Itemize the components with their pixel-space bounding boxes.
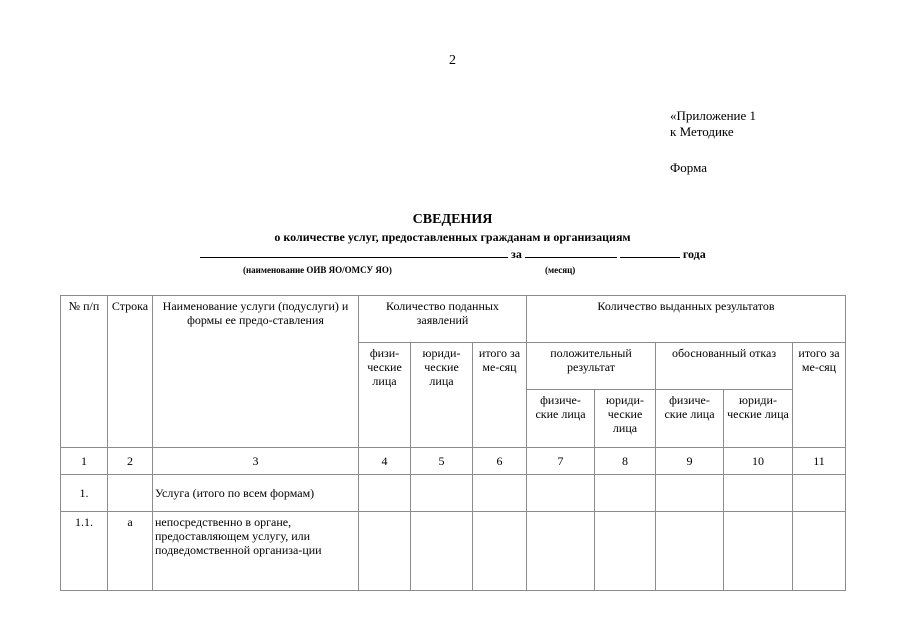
header-service-name: Наименование услуги (подуслуги) и формы ее предо-ставления: [153, 296, 359, 448]
column-number-row: [61, 448, 846, 475]
column-number: 5: [411, 448, 473, 475]
header-ref-individuals: физиче-ские лица: [656, 390, 724, 448]
column-number: 10: [724, 448, 793, 475]
column-number: 11: [793, 448, 846, 475]
value-cell[interactable]: [411, 475, 473, 512]
value-cell[interactable]: [793, 475, 846, 512]
appendix-line-2: к Методике: [670, 124, 734, 139]
column-number: 4: [359, 448, 411, 475]
document-subtitle: о количестве услуг, предоставленных гражданам и организациям: [274, 230, 631, 244]
column-number: 7: [527, 448, 595, 475]
header-num: № п/п: [61, 296, 108, 448]
column-number: 1: [61, 448, 108, 475]
value-cell[interactable]: [793, 512, 846, 591]
row-code: а: [108, 512, 153, 591]
for-word: за: [511, 247, 522, 261]
header-app-legal: юриди-ческие лица: [411, 343, 473, 448]
appendix-reference: [670, 108, 756, 140]
page-number: 2: [449, 53, 456, 68]
header-positive: положительный результат: [527, 343, 656, 390]
year-blank[interactable]: [620, 245, 680, 258]
value-cell[interactable]: [724, 512, 793, 591]
row-num: 1.: [61, 475, 108, 512]
value-cell[interactable]: [595, 512, 656, 591]
row-service-name: непосредственно в органе, предоставляющем услугу, или подведомственной организа-ции: [153, 512, 359, 591]
column-number: 6: [473, 448, 527, 475]
value-cell[interactable]: [656, 475, 724, 512]
month-blank[interactable]: [525, 245, 617, 258]
header-row: Строка: [108, 296, 153, 448]
header-res-total: итого за ме-сяц: [793, 343, 846, 448]
form-label: Форма: [670, 160, 707, 175]
row-service-name: Услуга (итого по всем формам): [153, 475, 359, 512]
value-cell[interactable]: [411, 512, 473, 591]
row-code: [108, 475, 153, 512]
value-cell[interactable]: [724, 475, 793, 512]
org-name-caption: (наименование ОИВ ЯО/ОМСУ ЯО): [243, 265, 392, 275]
report-period-line: [200, 245, 706, 262]
value-cell[interactable]: [656, 512, 724, 591]
header-pos-individuals: физиче-ские лица: [527, 390, 595, 448]
appendix-line-1: «Приложение 1: [670, 108, 757, 123]
value-cell[interactable]: [359, 512, 411, 591]
value-cell[interactable]: [527, 512, 595, 591]
header-results: Количество выданных результатов: [527, 296, 846, 343]
column-number: 9: [656, 448, 724, 475]
services-table: [60, 295, 846, 591]
table-row: [61, 512, 846, 591]
value-cell[interactable]: [595, 475, 656, 512]
column-number: 3: [153, 448, 359, 475]
column-number: 8: [595, 448, 656, 475]
value-cell[interactable]: [527, 475, 595, 512]
row-num: 1.1.: [61, 512, 108, 591]
year-word: года: [682, 247, 706, 261]
value-cell[interactable]: [359, 475, 411, 512]
header-row-1: [61, 296, 846, 343]
column-number: 2: [108, 448, 153, 475]
org-name-blank[interactable]: [200, 245, 508, 258]
value-cell[interactable]: [473, 512, 527, 591]
document-title: СВЕДЕНИЯ: [412, 212, 493, 227]
header-ref-legal: юриди-ческие лица: [724, 390, 793, 448]
month-caption: (месяц): [545, 265, 576, 275]
value-cell[interactable]: [473, 475, 527, 512]
header-app-individuals: физи-ческие лица: [359, 343, 411, 448]
header-pos-legal: юриди-ческие лица: [595, 390, 656, 448]
table-row: [61, 475, 846, 512]
header-applications: Количество поданных заявлений: [359, 296, 527, 343]
header-refusal: обоснованный отказ: [656, 343, 793, 390]
header-app-total: итого за ме-сяц: [473, 343, 527, 448]
